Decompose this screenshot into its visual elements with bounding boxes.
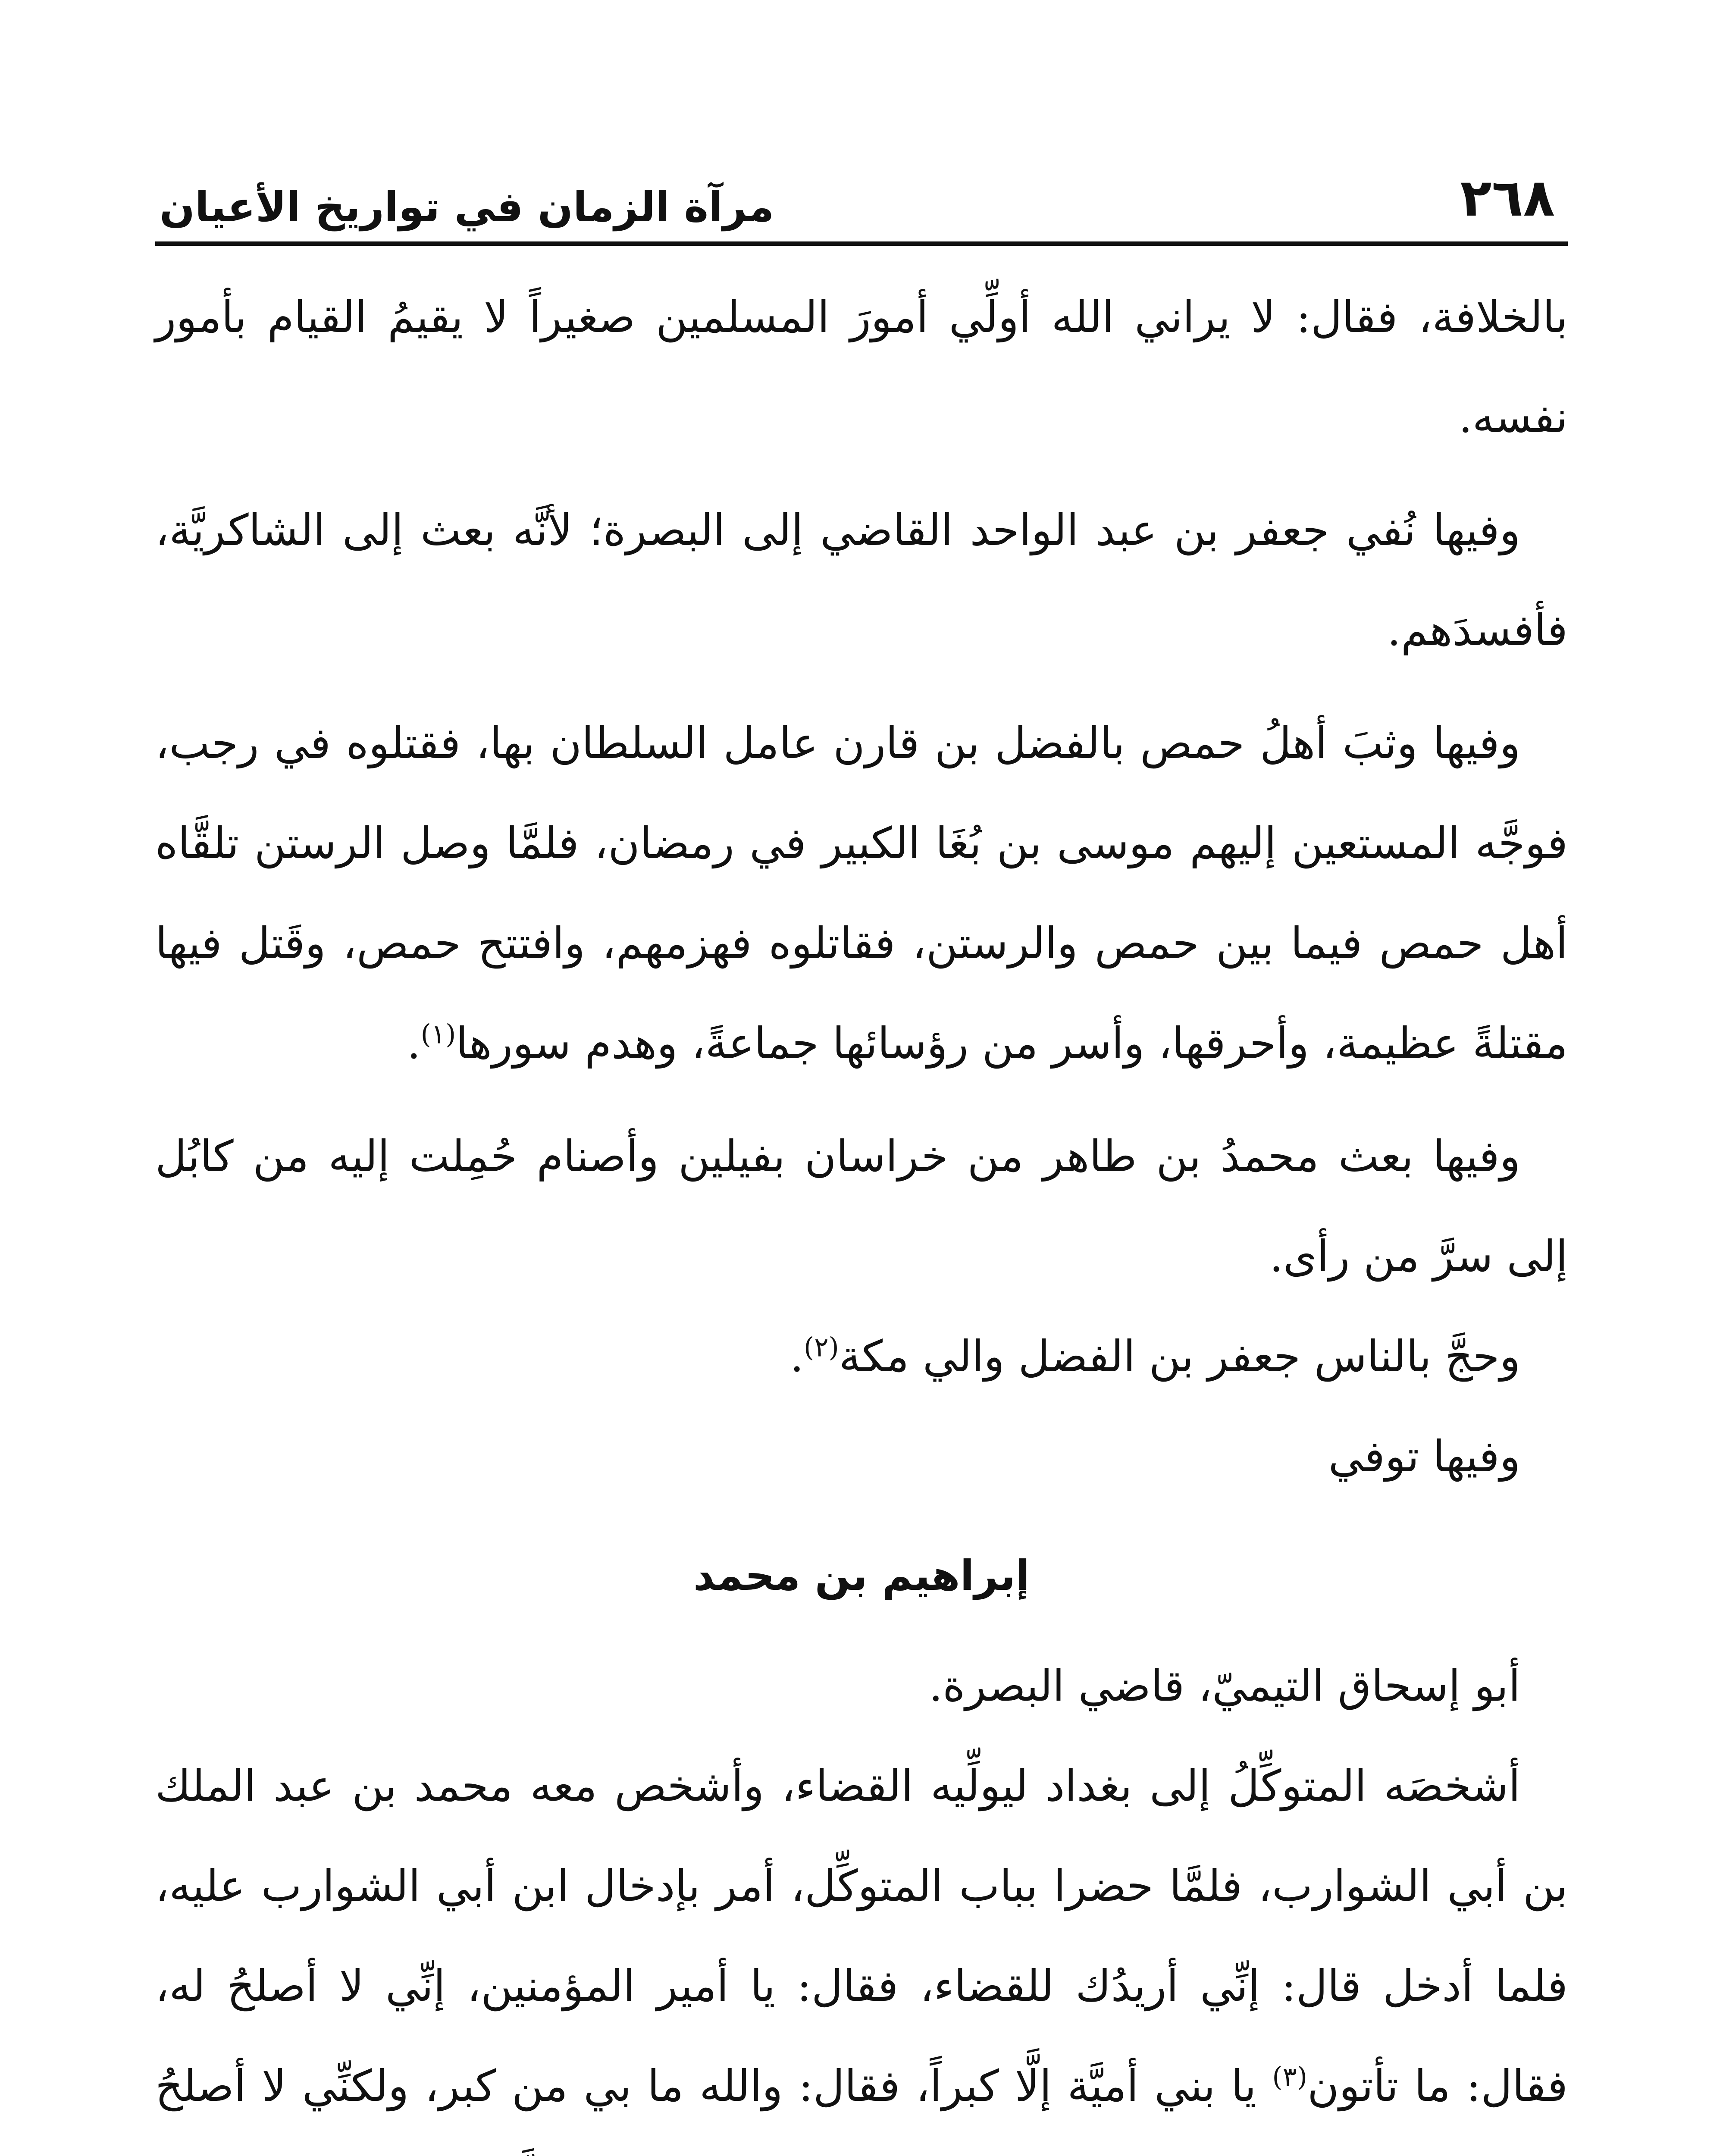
paragraph-hajj — [155, 1307, 1568, 1407]
paragraph-hims-text: وفيها وثبَ أهلُ حمص بالفضل بن قارن عامل السلطان بها، فقتلوه في رجب، فوجَّه المستعين إليهم موسى بن بُغَا الكبير في رمضان، فلمَّا وصل الرستن تلقَّاه أهل حمص فيما بين حمص والرستن، فقاتلوه فهزمهم، وافتتح حمص، وقَتل فيها مقتلةً عظيمة، وأحرقها، وأسر من رؤسائها جماعةً، وهدم سورها — [155, 718, 1568, 1069]
footnote-ref-3: (٣) — [1272, 2061, 1308, 2093]
footnote-ref-2: (٢) — [804, 1331, 839, 1363]
section-heading: إبراهيم بن محمد — [693, 1551, 1030, 1600]
paragraph-jafar-exile: وفيها نُفي جعفر بن عبد الواحد القاضي إلى البصرة؛ لأنَّه بعث إلى الشاكريَّة، فأفسدَهم. — [155, 505, 1568, 655]
book-title: مرآة الزمان في تواريخ الأعيان — [160, 183, 774, 231]
paragraph-caliphate: بالخلافة، فقال: لا يراني الله أولِّي أمورَ المسلمين صغيراً لا يقيمُ القيام بأمور نفسه. — [155, 292, 1568, 442]
paragraph-appointment-text-1: أشخصَه المتوكِّلُ إلى بغداد ليولِّيه القضاء، وأشخص معه محمد بن عبد الملك بن أبي الشوارب، فلمَّا حضرا بباب المتوكِّل، أمر بإدخال ابن أبي الشوارب عليه، فلما أدخل قال: إنِّي أريدُك للقضاء، فقال: يا أمير المؤمنين، إنِّي لا أصلحُ له، فقال: ما تأتون — [155, 1761, 1568, 2111]
paragraph-hajj-end: . — [790, 1331, 804, 1382]
page-header — [155, 155, 1568, 246]
paragraph-deaths-intro: وفيها توفي — [1328, 1431, 1520, 1482]
paragraph-hims-revolt — [155, 693, 1568, 1094]
paragraph-elephants: وفيها بعث محمدُ بن طاهر من خراسان بفيلين وأصنام حُمِلت إليه من كابُل إلى سرَّ من رأى. — [155, 1131, 1568, 1282]
footnote-ref-1: (١) — [420, 1018, 456, 1050]
paragraph-appointment — [155, 1736, 1568, 2156]
paragraph-appointment-text-2: يا بني أميَّة إلَّا كبراً، فقال: والله ما بي من كبر، ولكنِّي لا أصلحُ — [155, 2061, 1256, 2111]
paragraph-kunya: أبو إسحاق التيميّ، قاضي البصرة. — [929, 1661, 1520, 1711]
main-text — [155, 267, 1568, 2156]
paragraph-hims-end: . — [407, 1018, 421, 1069]
page-number: ٢٦٨ — [1460, 168, 1555, 228]
paragraph-hajj-text: وحجَّ بالناس جعفر بن الفضل والي مكة — [839, 1331, 1520, 1382]
